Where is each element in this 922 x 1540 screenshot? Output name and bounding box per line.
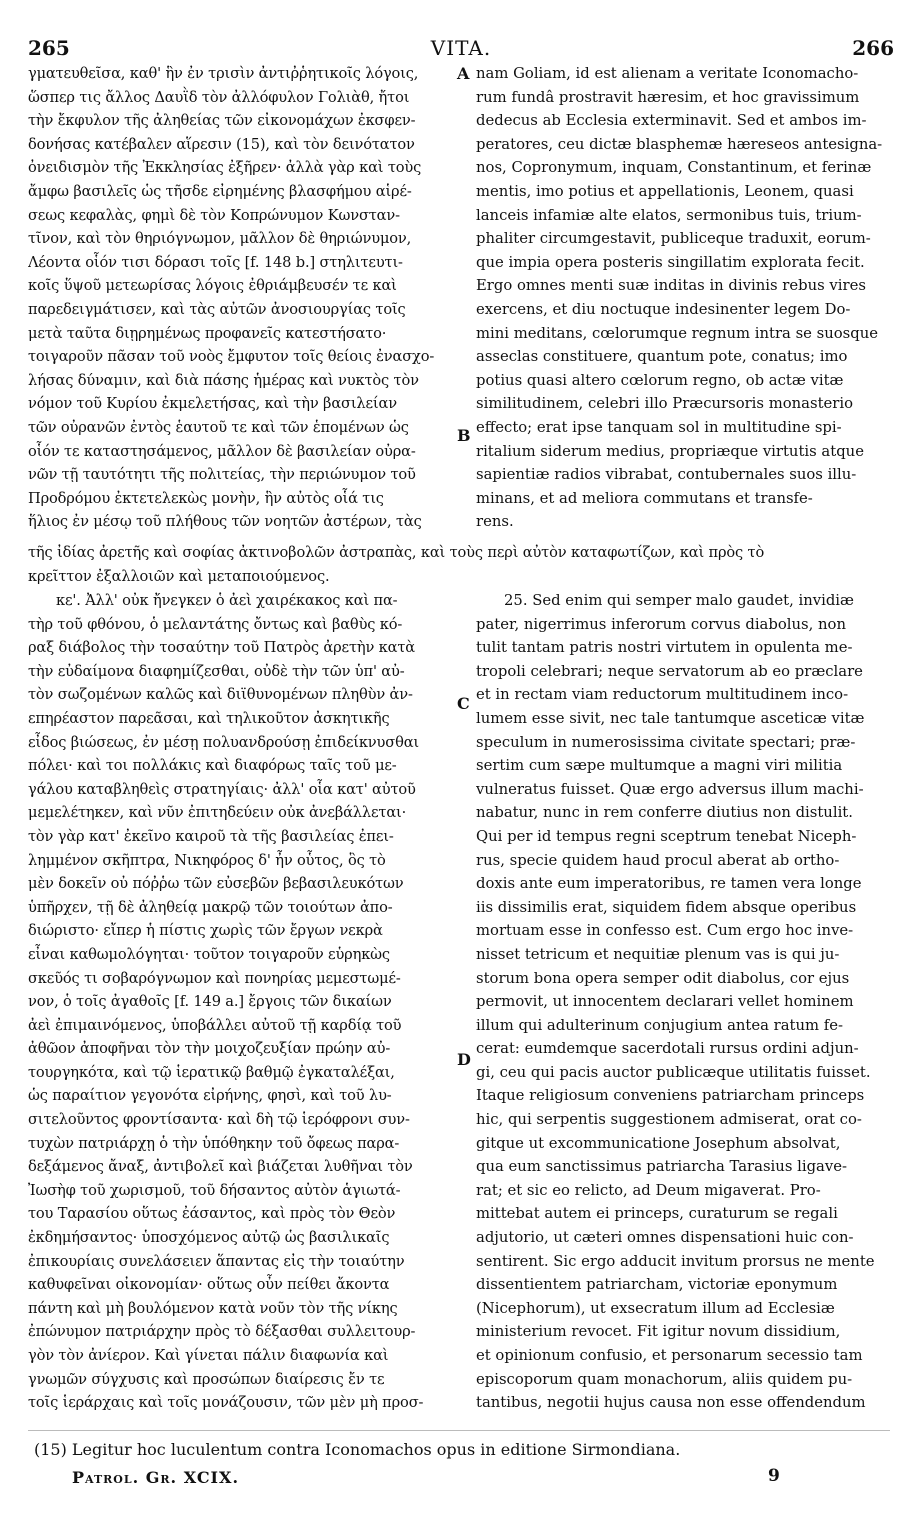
greek-text-line: ἥλιος ἐν μέσῳ τοῦ πλήθους τῶν νοητῶν ἀστέρων, τὰς bbox=[28, 513, 422, 531]
greek-text-line: κε'. Ἀλλ' οὐκ ἤνεγκεν ὁ ἀεὶ χαιρέκακος καὶ πα- bbox=[56, 592, 398, 609]
latin-text-line: phaliter circumgestavit, publiceque traduxit, eorum- bbox=[476, 230, 871, 248]
latin-text-line: sertim cum sæpe multumque a magni viri militia bbox=[476, 757, 843, 775]
greek-column-bottom bbox=[28, 589, 468, 1415]
latin-text-line: rens. bbox=[476, 513, 514, 531]
latin-text-line: 25. Sed enim qui semper malo gaudet, invidiæ bbox=[504, 592, 854, 609]
greek-text-line: Λέοντα οἷόν τισι δόρασι τοῖς [f. 148 b.] στηλιτευτι- bbox=[28, 253, 403, 271]
footnote-rule bbox=[28, 1430, 890, 1431]
latin-text-line: gitque ut excommunicatione Josephum absolvat, bbox=[476, 1134, 841, 1152]
page-number-right: 266 bbox=[852, 36, 894, 60]
greek-text-line: τὸν γὰρ κατ' ἐκεῖνο καιροῦ τὰ τῆς βασιλείας ἐπει- bbox=[28, 827, 394, 845]
running-head bbox=[0, 30, 922, 60]
margin-marker-b: B bbox=[457, 426, 471, 445]
greek-text-line: τυχὼν πατριάρχῃ ὁ τὴν ὑπόθηκην τοῦ ὄφεως παρα- bbox=[28, 1134, 400, 1152]
latin-text-line: episcoporum quam monachorum, aliis quidem pu- bbox=[476, 1370, 853, 1388]
latin-text-line: similitudinem, celebri illo Præcursoris monasterio bbox=[476, 395, 854, 413]
latin-text-line: dedecus ab Ecclesia exterminavit. Sed et ambos im- bbox=[476, 112, 867, 130]
latin-text-line: et in rectam viam reductorum multitudinem inco- bbox=[476, 686, 849, 704]
running-title: VITA. bbox=[430, 36, 492, 60]
latin-text-line: potius quasi altero cœlorum regno, ob actæ vitæ bbox=[476, 371, 844, 389]
greek-text-line: γματευθεῖσα, καθ' ἣν ἐν τρισὶν ἀντιῤῥητικοῖς λόγοις, bbox=[28, 65, 419, 82]
latin-text-line: hic, qui serpentis suggestionem admiserat, orat co- bbox=[476, 1111, 862, 1129]
latin-text-line: mentis, imo potius et appellationis, Leonem, quasi bbox=[476, 182, 854, 200]
greek-text-line: τοῖς ἱεράρχαις καὶ τοῖς μονάζουσιν, τῶν μὲν μὴ προσ- bbox=[28, 1394, 424, 1412]
greek-text-line: σιτελοῦντος φροντίσαντα· καὶ δὴ τῷ ἱερόφρονι συν- bbox=[28, 1111, 410, 1129]
greek-text-line: ἐκδημήσαντος· ὑποσχόμενος αὐτῷ ὡς βασιλικαῖς bbox=[28, 1229, 390, 1247]
latin-text-line: nisset tetricum et nequitiæ plenum vas is qui ju- bbox=[476, 945, 840, 963]
latin-text-line: dissentientem patriarcham, victoriæ eponymum bbox=[476, 1276, 838, 1294]
greek-text-line: σεως κεφαλὰς, φημὶ δὲ τὸν Κοπρώνυμον Κωνσταν- bbox=[28, 206, 400, 224]
greek-text-line: ραξ διάβολος τὴν τοσαύτην τοῦ Πατρὸς ἀρετὴν κατὰ bbox=[28, 639, 415, 657]
greek-text-line: διώριστο· εἴπερ ἡ πίστις χωρὶς τῶν ἔργων νεκρὰ bbox=[28, 922, 383, 940]
greek-text-line: Προδρόμου ἐκτετελεκὼς μονὴν, ἣν αὐτὸς οἷά τις bbox=[28, 489, 384, 507]
greek-text-line: καθυφεῖναι οἰκονομίαν· οὕτως οὖν πείθει ἄκοντα bbox=[28, 1276, 390, 1294]
latin-column-top bbox=[476, 62, 890, 534]
greek-text-line: νον, ὁ τοῖς ἀγαθοῖς [f. 149 a.] ἔργοις τῶν δικαίων bbox=[28, 993, 392, 1011]
greek-text-line: γάλου καταβληθεὶς στρατηγίαις· ἀλλ' οἷα κατ' αὐτοῦ bbox=[28, 780, 416, 798]
latin-text-line: nabatur, nunc in rem conferre diutius non distulit. bbox=[476, 804, 853, 822]
latin-text-line: Qui per id tempus regni sceptrum tenebat Niceph- bbox=[476, 827, 857, 845]
greek-text-line: τὴν εὐδαίμονα διαφημίζεσθαι, οὐδὲ τὴν τῶν ὑπ' αὐ- bbox=[28, 662, 405, 680]
latin-text-line: illum qui adulterinum conjugium antea ratum fe- bbox=[476, 1016, 843, 1034]
greek-text-line: γὸν τὸν ἀνίερον. Καὶ γίνεται πάλιν διαφωνία καὶ bbox=[28, 1347, 389, 1364]
greek-text-line: ἐπικουρίαις συνελάσειεν ἅπαντας εἰς τὴν τοιαύτην bbox=[28, 1252, 405, 1270]
greek-text-line: λήσας δύναμιν, καὶ διὰ πάσης ἡμέρας καὶ νυκτὸς τὸν bbox=[28, 371, 419, 389]
margin-marker-c: C bbox=[457, 694, 470, 713]
greek-text-line: νόμον τοῦ Κυρίου ἐκμελετήσας, καὶ τὴν βασιλείαν bbox=[28, 395, 397, 413]
greek-text-line: κοῖς ὕψοῦ μετεωρίσας λόγοις ἐθριάμβευσέν τε καὶ bbox=[28, 277, 397, 295]
greek-text-line: παρεδειγμάτισεν, καὶ τὰς αὐτῶν ἀνοσιουργίας τοῖς bbox=[28, 300, 406, 318]
latin-text-line: speculum in numerosissima civitate spectari; præ- bbox=[476, 733, 856, 751]
latin-text-line: gi, ceu qui pacis auctor publicæque utilitatis fuisset. bbox=[476, 1063, 871, 1081]
greek-text-line: ὡς παραίτιον γεγονότα εἰρήνης, φησὶ, καὶ τοῦ λυ- bbox=[28, 1087, 392, 1105]
greek-text-line: δονήσας κατέβαλεν αἵρεσιν (15), καὶ τὸν δεινότατον bbox=[28, 135, 415, 153]
greek-text-line: τουργηκότα, καὶ τῷ ἱερατικῷ βαθμῷ ἐγκαταλέξαι, bbox=[28, 1063, 395, 1081]
latin-text-line: lumem esse sivit, nec tale tantumque asceticæ vitæ bbox=[476, 709, 865, 727]
greek-text-line: Ἰωσὴφ τοῦ χωρισμοῦ, τοῦ δήσαντος αὐτὸν ἁγιωτά- bbox=[28, 1181, 401, 1199]
latin-text-line: exercens, et diu noctuque indesinenter legem Do- bbox=[476, 300, 851, 318]
greek-text-line: εἶδος βιώσεως, ἐν μέσῃ πολυανδρούσῃ ἐπιδείκνυσθαι bbox=[28, 733, 419, 751]
greek-text-line: μὲν δοκεῖν οὐ πόῤῥω τῶν εὐσεβῶν βεβασιλευκότων bbox=[28, 875, 404, 893]
greek-text-line: πάντη καὶ μὴ βουλόμενον κατὰ νοῦν τὸν τῆς νίκης bbox=[28, 1299, 398, 1317]
latin-text-line: cerat: eumdemque sacerdotali rursus ordini adjun- bbox=[476, 1040, 859, 1058]
latin-text-line: vulneratus fuisset. Quæ ergo adversus illum machi- bbox=[476, 780, 864, 798]
latin-text-line: que impia opera posteris singillatim explorata fecit. bbox=[476, 253, 865, 271]
latin-text-line: doxis ante eum imperatoribus, re tamen vera longe bbox=[476, 875, 862, 893]
footnote: (15) Legitur hoc luculentum contra Iconomachos opus in editione Sirmondiana. bbox=[34, 1440, 681, 1459]
greek-text-line: ὥσπερ τις ἄλλος Δαυῒδ τὸν ἀλλόφυλον Γολιὰθ, ἤτοι bbox=[28, 88, 410, 106]
latin-text-line: permovit, ut innocentem declarari vellet hominem bbox=[476, 993, 854, 1011]
latin-text-line: rat; et sic eo relicto, ad Deum migaverat. Pro- bbox=[476, 1181, 821, 1199]
greek-text-line: τῶν οὐρανῶν ἐντὸς ἑαυτοῦ τε καὶ τῶν ἑπομένων ὡς bbox=[28, 418, 409, 436]
latin-text-line: rus, specie quidem haud procul aberat ab ortho- bbox=[476, 851, 840, 869]
latin-text-line: qua eum sanctissimus patriarcha Tarasius ligave- bbox=[476, 1158, 847, 1176]
page-number-left: 265 bbox=[28, 36, 70, 60]
greek-text-line: οἷόν τε καταστησάμενος, μᾶλλον δὲ βασιλείαν οὐρα- bbox=[28, 442, 416, 460]
greek-text-line: νῶν τῇ ταυτότητι τῆς πολιτείας, τὴν περιώνυμον τοῦ bbox=[28, 466, 416, 484]
greek-text-line: ὀνειδισμὸν τῆς Ἐκκλησίας ἐξῆρεν· ἀλλὰ γὰρ καὶ τοὺς bbox=[28, 159, 422, 177]
greek-text-line: μεμελέτηκεν, καὶ νῦν ἐπιτηδεύειν οὐκ ἀνεβάλλεται· bbox=[28, 804, 407, 822]
greek-text-line: τὴν ἔκφυλον τῆς ἀληθείας τῶν εἰκονομάχων ἐκσφεν- bbox=[28, 112, 416, 130]
latin-text-line: mortuam esse in confesso est. Cum ergo hoc inve- bbox=[476, 922, 854, 940]
latin-text-line: sentirent. Sic ergo adducit invitum prorsus ne mente bbox=[476, 1252, 875, 1270]
latin-text-line: Itaque religiosum conveniens patriarcham princeps bbox=[476, 1087, 865, 1105]
latin-text-line: tropoli celebrari; neque servatorum ab eo præclare bbox=[476, 662, 863, 680]
greek-text-line: επηρέαστον παρεᾶσαι, καὶ τηλικοῦτον ἀσκητικῆς bbox=[28, 709, 390, 727]
latin-text-line: ritalium siderum medius, propriæque virtutis atque bbox=[476, 442, 864, 460]
greek-text-line: του Ταρασίου οὕτως ἐάσαντος, καὶ πρὸς τὸν Θεὸν bbox=[28, 1205, 396, 1223]
greek-text-line: μετὰ ταῦτα διῃρημένως προφανεῖς κατεστήσατο· bbox=[28, 324, 387, 342]
greek-text-line: σκεῦός τι σοβαρόγνωμον καὶ πονηρίας μεμεστωμέ- bbox=[28, 969, 401, 987]
margin-marker-a: A bbox=[457, 64, 470, 83]
latin-text-line: ministerium revocet. Fit igitur novum dissidium, bbox=[476, 1323, 841, 1341]
greek-full-width-lines bbox=[28, 541, 890, 588]
latin-text-line: tulit tantam patris nostri virtutem in opulenta me- bbox=[476, 639, 853, 657]
greek-text-line: λημμένον σκῆπτρα, Νικηφόρος δ' ἦν οὗτος, ὃς τὸ bbox=[28, 851, 386, 869]
greek-text-line: κρεῖττον ἐξαλλοιῶν καὶ μεταποιούμενος. bbox=[28, 567, 330, 585]
greek-text-line: ἐπώνυμον πατριάρχην πρὸς τὸ δέξασθαι συλλειτουρ- bbox=[28, 1323, 416, 1341]
latin-text-line: storum bona opera semper odit diabolus, cor ejus bbox=[476, 969, 850, 987]
printer-signature: Patrol. Gr. XCIX. bbox=[72, 1468, 240, 1487]
greek-text-line: ὑπῆρχεν, τῇ δὲ ἀληθείᾳ μακρῷ τῶν τοιούτων ἀπο- bbox=[28, 898, 393, 916]
sheet-number: 9 bbox=[768, 1466, 780, 1486]
latin-text-line: mittebat autem ei princeps, curaturum se regali bbox=[476, 1205, 838, 1223]
greek-text-line: τὴρ τοῦ φθόνου, ὁ μελαντάτης ὄντως καὶ βαθὺς κό- bbox=[28, 615, 403, 633]
greek-column-top bbox=[28, 62, 464, 534]
greek-text-line: ἀεὶ ἐπιμαινόμενος, ὑποβάλλει αὐτοῦ τῇ καρδίᾳ τοῦ bbox=[28, 1016, 402, 1034]
greek-text-line: τῖνον, καὶ τὸν θηριόγνωμον, μᾶλλον δὲ θηριώνυμον, bbox=[28, 230, 412, 248]
greek-text-line: εἶναι καθωμολόγηται· τοῦτον τοιγαροῦν εὑρηκὼς bbox=[28, 945, 390, 963]
greek-text-line: τῆς ἰδίας ἀρετῆς καὶ σοφίας ἀκτινοβολῶν ἀστραπὰς, καὶ τοὺς περὶ αὐτὸν καταφωτίζων, καὶ πρὸς τὸ bbox=[28, 544, 765, 561]
latin-text-line: adjutorio, ut cæteri omnes dispensationi huic con- bbox=[476, 1229, 854, 1247]
latin-text-line: mini meditans, cœlorumque regnum intra se suosque bbox=[476, 324, 879, 342]
latin-text-line: tantibus, negotii hujus causa non esse offendendum bbox=[476, 1394, 866, 1412]
greek-text-line: τοιγαροῦν πᾶσαν τοῦ νοὸς ἔμφυτον τοῖς θείοις ἐνασχο- bbox=[28, 348, 435, 366]
latin-text-line: asseclas constituere, quantum pote, conatus; imo bbox=[476, 348, 848, 366]
latin-text-line: (Nicephorum), ut exsecratum illum ad Ecclesiæ bbox=[476, 1299, 835, 1317]
latin-text-line: lanceis infamiæ alte elatos, sermonibus tuis, trium- bbox=[476, 206, 862, 224]
latin-text-line: nos, Copronymum, inquam, Constantinum, et ferinæ bbox=[476, 159, 872, 177]
latin-text-line: iis dissimilis erat, siquidem fidem absque operibus bbox=[476, 898, 857, 916]
greek-text-line: τὸν σωζομένων καλῶς καὶ διϊθυνομένων πληθὺν ἀν- bbox=[28, 686, 413, 704]
latin-text-line: peratores, ceu dictæ blasphemæ hæreseos antesigna- bbox=[476, 135, 883, 153]
greek-text-line: ἄμφω βασιλεῖς ὡς τῆσδε εἰρημένης βλασφήμου αἱρέ- bbox=[28, 182, 412, 200]
greek-text-line: δεξάμενος ἄναξ, ἀντιβολεῖ καὶ βιάζεται λυθῆναι τὸν bbox=[28, 1158, 413, 1176]
latin-text-line: nam Goliam, id est alienam a veritate Iconomacho- bbox=[476, 65, 859, 82]
greek-text-line: γνωμῶν σύγχυσις καὶ προσώπων διαίρεσις ἔν τε bbox=[28, 1370, 385, 1388]
latin-text-line: Ergo omnes menti suæ inditas in divinis rebus vires bbox=[476, 277, 866, 295]
margin-marker-d: D bbox=[457, 1050, 471, 1069]
latin-column-bottom bbox=[476, 589, 890, 1415]
latin-text-line: minans, et ad meliora commutans et transfe- bbox=[476, 489, 813, 507]
latin-text-line: effecto; erat ipse tanquam sol in multitudine spi- bbox=[476, 418, 842, 436]
greek-text-line: πόλει· καὶ τοι πολλάκις καὶ διαφόρως ταῖς τοῦ με- bbox=[28, 757, 397, 775]
greek-text-line: ἀθῶον ἀποφῆναι τὸν τὴν μοιχοζευξίαν πρώην αὐ- bbox=[28, 1040, 391, 1058]
latin-text-line: sapientiæ radios vibrabat, contubernales suos illu- bbox=[476, 466, 857, 484]
latin-text-line: rum fundâ prostravit hæresim, et hoc gravissimum bbox=[476, 88, 860, 106]
latin-text-line: et opinionum confusio, et personarum secessio tam bbox=[476, 1347, 863, 1364]
latin-text-line: pater, nigerrimus inferorum corvus diabolus, non bbox=[476, 615, 846, 633]
